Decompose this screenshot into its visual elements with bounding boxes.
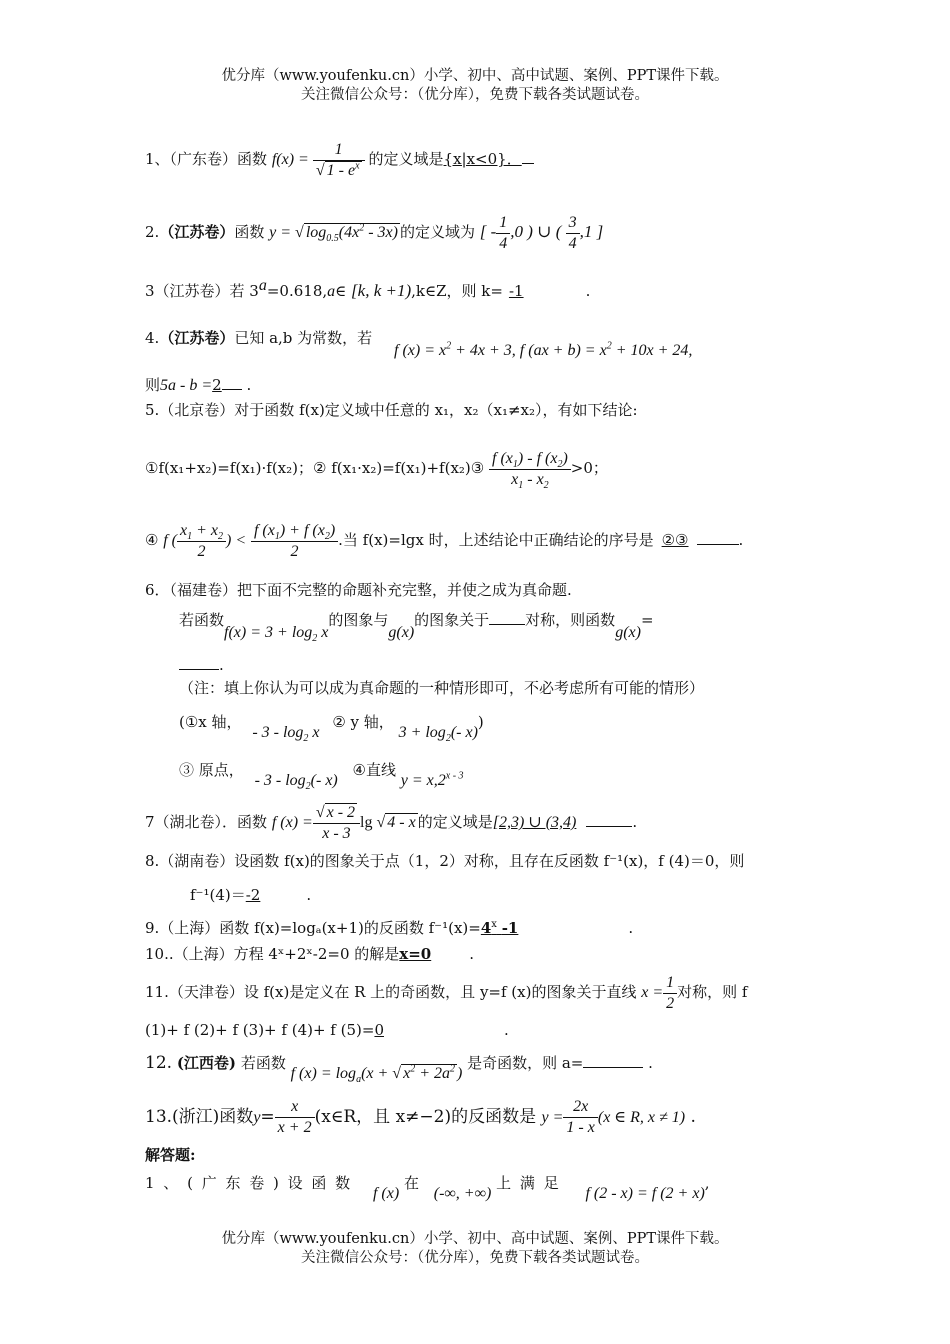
q9-text: 9.（上海）函数 f(x)=logₐ(x+1)的反函数 f⁻¹(x)= — [145, 919, 481, 937]
q8-line1: 8.（湖南卷）设函数 f(x)的图象关于点（1，2）对称，且存在反函数 f⁻¹(x)，f (4)＝0，则 — [145, 852, 745, 870]
q7-pre: 7（湖北卷）．函数 — [145, 813, 268, 831]
q4-conclusion: 则5a - b =2 . — [145, 376, 252, 394]
q4-source: （江苏卷） — [159, 329, 235, 347]
q6-blank-line: . — [179, 655, 224, 675]
q5-answer: ②③ — [661, 531, 689, 549]
q11-line1a: 11.（天津卷）设 f(x)是定义在 R 上的奇函数，且 y=f (x)的图象关于直线 — [145, 983, 637, 1001]
q6-options-1-2: (①x 轴， - $3 - \log_2 x$ ② y 轴， $3 + \log_2(-$ x)) — [179, 713, 484, 745]
q13-pre: 13.(浙江)函数 — [145, 1107, 254, 1127]
q1-source: （广东卷）函数 — [169, 150, 268, 168]
question-4 — [145, 328, 372, 348]
q5-c3-fraction: $\frac{f (x_1) - f (x_2)}{x_1 - x_2}$ — [489, 449, 571, 490]
q11-line2-text: (1)+ f (2)+ f (3)+ f (4)+ f (5)= — [145, 1021, 375, 1039]
q1-answer: {x|x<0}． — [443, 150, 522, 168]
q8-line2-text: f⁻¹(4)＝ — [190, 886, 246, 904]
q7-answer: [2,3) ∪ (3,4) — [492, 814, 577, 831]
q13-cond: (x∈R，且 x≠−2)的反函数是 — [314, 1107, 537, 1127]
q3-answer: -1 — [508, 282, 524, 300]
q5-c12: ①f(x₁+x₂)=f(x₁)·f(x₂)；② f(x₁·x₂)=f(x₁)+f(x₂)③ — [145, 459, 485, 477]
solve-q1-at: 在 — [403, 1174, 419, 1192]
q10-text: 10..（上海）方程 4ˣ+2ˣ-2=0 的解是 — [145, 945, 400, 963]
page-footer-line2: 关注微信公众号：（优分库），免费下载各类试题试卷。 — [301, 1250, 649, 1266]
q6-opt3: ③ 原点， — [179, 761, 244, 779]
q11-line1b: 对称，则 f — [677, 983, 748, 1001]
q6-opt2: ② y 轴， — [332, 713, 394, 731]
q11-answer: 0 — [374, 1021, 384, 1039]
solve-q1-text: 1 、 ( 广 东 卷 ) 设 函 数 — [145, 1174, 353, 1192]
q10-answer: x=0 — [399, 945, 432, 963]
q12-source: (江西卷) — [176, 1054, 237, 1072]
question-7: 7（湖北卷）．函数 f (x) = $\frac{√ x - 2}{x - 3}$ lg √ 4 - x 的定义域是[2,3) ∪ (3,4) . — [145, 803, 638, 842]
q5-text: 5.（北京卷）对于函数 f(x)定义域中任意的 x₁，x₂（x₁≠x₂），有如下结论: — [145, 401, 638, 419]
q4-then: 则 — [145, 376, 161, 394]
page-footer-line1: 优分库（www.youfenku.cn）小学、初中、高中试题、案例、PPT课件下载。 — [221, 1231, 729, 1247]
q2-source: （江苏卷） — [159, 223, 235, 241]
q3-mid: =0.618, — [266, 282, 328, 300]
q3-kz: ,k∈Z，则 k= — [411, 282, 503, 300]
q6-opt4: ④直线 — [352, 761, 396, 779]
q6-line1: 6．（福建卷）把下面不完整的命题补充完整，并使之成为真命题. — [145, 581, 572, 599]
q5-c4: ④ — [145, 531, 159, 549]
solve-q1-sat: 上 满 足 — [496, 1174, 561, 1192]
q2-tail: 的定义域为 — [399, 223, 475, 241]
q3-interval: [k, k +1) — [351, 281, 412, 300]
q7-tail: 的定义域是 — [417, 813, 493, 831]
q1-formula: f(x) = $\frac{1}{√ 1 - e^x}$ — [272, 151, 369, 168]
question-13: 13.(浙江)函数y= $\frac{x}{x + 2}$ (x∈R，且 x≠−2)的反函数是 y = $\frac{2x}{1 - x}$ (x ∈ R, x ≠ 1) . — [145, 1098, 696, 1136]
question-1 — [145, 136, 534, 183]
q12-pre: 若函数 — [240, 1054, 286, 1072]
question-3: 3（江苏卷）若 $3^a=0.618,a\in$ [k, k +1),k∈Z，则 k= -1 . — [145, 277, 591, 300]
q9-answer: 4$^x$ -1 — [480, 919, 519, 937]
solve-q1: 1 、 ( 广 东 卷 ) 设 函 数 f (x) 在 (-∞, +∞) 上 满 足 f (2 - x) = f (2 + x), — [145, 1174, 710, 1202]
q11-line1: 11.（天津卷）设 f(x)是定义在 R 上的奇函数，且 y=f (x)的图象关于直线 x = $\frac{1}{2}$ 对称，则 f — [145, 973, 748, 1012]
question-12: 12. (江西卷) 若函数 f $(x) = \log_a(x$ + √ $x^2 + 2a^2$ ) 是奇函数，则 a= . — [145, 1053, 653, 1086]
question-2 — [145, 208, 603, 257]
q6-line2b: 的图象与 — [328, 611, 389, 629]
q6-line2d: 对称，则函数 — [525, 611, 616, 629]
q11-line2: (1)+ f (2)+ f (3)+ f (4)+ f (5)=0 . — [145, 1021, 509, 1039]
question-9: 9.（上海）函数 f(x)=logₐ(x+1)的反函数 $f^{-1}(x)=4^x$ -1 . — [145, 919, 634, 937]
q12-number: 12. — [145, 1053, 173, 1073]
question-10: 10..（上海）方程 4ˣ+2ˣ-2=0 的解是x=0 . — [145, 945, 474, 963]
q5-gt0: >0； — [570, 459, 608, 477]
q6-line2c: 的图象关于 — [414, 611, 490, 629]
q2-pre: 函数 — [234, 223, 265, 241]
page-header-line2: 关注微信公众号：（优分库），免费下载各类试题试卷。 — [301, 87, 649, 103]
solve-title: 解答题: — [145, 1146, 196, 1164]
q1-tail: 的定义域是 — [368, 150, 444, 168]
q4-answer: 2 — [212, 376, 222, 394]
q2-answer: [ - $\frac{1}{4}$ ,0 ) ∪ ( $\frac{3}{4}$ ,1 ] — [479, 213, 604, 252]
q6-opt1: (①x 轴， — [179, 713, 242, 731]
q3-prefix: 3（江苏卷）若 3 — [145, 282, 259, 300]
q5-conclusions-1-3 — [145, 444, 608, 492]
q8-line2: f⁻¹(4)＝-2 . — [190, 886, 312, 904]
q12-tail: 是奇函数，则 a= — [467, 1054, 584, 1072]
q6-line2a: 若函数 — [179, 611, 225, 629]
q6-line2: 若函数$f(x) = 3 + \log_2 x$的图象与g(x)的图象关于 对称，则函数g(x)= — [179, 611, 654, 645]
page-header-line1: 优分库（www.youfenku.cn）小学、初中、高中试题、案例、PPT课件下载。 — [221, 68, 729, 84]
q8-answer: -2 — [245, 886, 261, 904]
q6-options-3-4: ③ 原点， - $3 - \log_2(-$ x) ④直线 $y = x,2^{x - 3}$ — [179, 761, 464, 793]
q4-number: 4. — [145, 329, 160, 347]
q2-number: 2. — [145, 223, 160, 241]
q2-formula: y = √ $\log_{0.5}(4x^2 - 3x)$ — [269, 222, 398, 245]
q3-in: ∈ — [335, 282, 347, 300]
q1-number: 1、 — [145, 150, 170, 168]
q4-text: 已知 a,b 为常数，若 — [234, 329, 373, 347]
q5-when: .当 f(x)=lgx 时，上述结论中正确结论的序号是 — [338, 531, 654, 549]
q6-note: （注：填上你认为可以成为真命题的一种情形即可，不必考虑所有可能的情形） — [179, 679, 705, 697]
q4-formula: f $(x) = x^2 + 4x + 3$, f $(ax + b) = x^2 + 10x + 24$, — [394, 340, 693, 359]
q5-conclusion-4: ④ f ( $\frac{x_1 + x_2}{2}$ ) < $\frac{f (x_1) + f (x_2)}{2}$ .当 f(x)=lgx 时，上述结论中正确结论的序号是 ②③ . — [145, 521, 744, 560]
